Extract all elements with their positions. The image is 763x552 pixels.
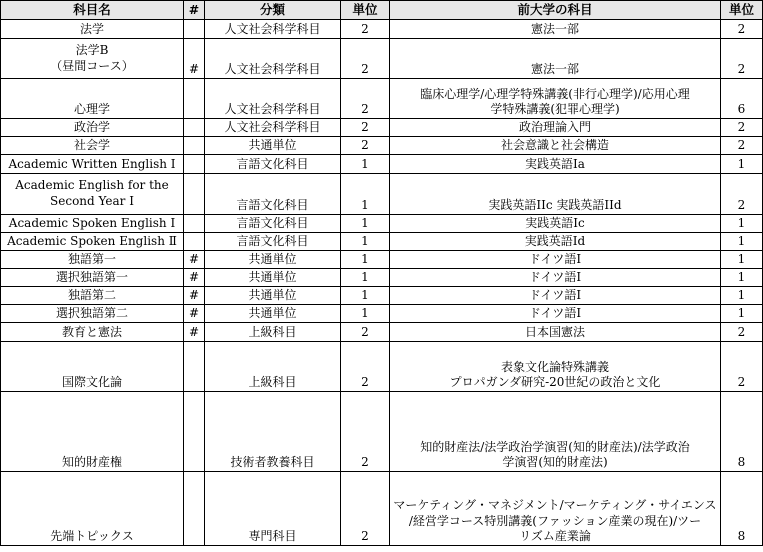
subject-cell: 心理学 — [1, 79, 184, 119]
table-row — [1, 215, 763, 233]
mark-cell — [184, 79, 205, 119]
credits-cell: 2 — [341, 342, 390, 392]
category-cell: 言語文化科目 — [205, 174, 341, 215]
subject-cell: 選択独語第一 — [1, 269, 184, 287]
prev-subject-cell: マーケティング・マネジメント/マーケティング・サイエンス /経営学コース特別講義(ファッション産業の現在)/ツー リズム産業論 — [390, 472, 721, 546]
mark-cell — [184, 137, 205, 155]
table-row — [1, 251, 763, 269]
prev-subject-cell: 社会意識と社会構造 — [390, 137, 721, 155]
prev-subject-cell: 政治理論入門 — [390, 119, 721, 137]
prev-credits-cell: 2 — [721, 174, 763, 215]
credits-cell: 1 — [341, 215, 390, 233]
mark-cell — [184, 233, 205, 251]
header-prev-subject: 前大学の科目 — [390, 1, 721, 20]
prev-credits-cell: 2 — [721, 137, 763, 155]
prev-credits-cell: 2 — [721, 20, 763, 39]
credits-cell: 1 — [341, 305, 390, 323]
category-cell: 上級科目 — [205, 323, 341, 342]
prev-subject-cell: ドイツ語I — [390, 287, 721, 305]
category-cell: 人文社会科学科目 — [205, 119, 341, 137]
mark-cell — [184, 155, 205, 174]
category-cell: 人文社会科学科目 — [205, 39, 341, 79]
subject-cell: 法学 — [1, 20, 184, 39]
credits-cell: 2 — [341, 39, 390, 79]
header-mark: # — [184, 1, 205, 20]
category-cell: 専門科目 — [205, 472, 341, 546]
prev-subject-cell: ドイツ語I — [390, 305, 721, 323]
subject-cell: Academic English for the Second Year I — [1, 174, 184, 215]
table-row — [1, 79, 763, 119]
credits-cell: 1 — [341, 287, 390, 305]
credits-cell: 2 — [341, 137, 390, 155]
header-row — [1, 1, 763, 20]
header-category: 分類 — [205, 1, 341, 20]
credits-cell: 2 — [341, 472, 390, 546]
mark-cell: # — [184, 323, 205, 342]
subject-cell: Academic Written English Ⅰ — [1, 155, 184, 174]
mark-cell: # — [184, 287, 205, 305]
subject-cell: 国際文化論 — [1, 342, 184, 392]
table-row — [1, 392, 763, 472]
prev-subject-cell: 実践英語Id — [390, 233, 721, 251]
subject-cell: 社会学 — [1, 137, 184, 155]
prev-credits-cell: 6 — [721, 79, 763, 119]
header-subject: 科目名 — [1, 1, 184, 20]
credits-cell: 1 — [341, 233, 390, 251]
prev-subject-cell: 憲法一部 — [390, 20, 721, 39]
prev-credits-cell: 2 — [721, 323, 763, 342]
prev-credits-cell: 2 — [721, 342, 763, 392]
header-prev-credits: 単位 — [721, 1, 763, 20]
credits-cell: 2 — [341, 323, 390, 342]
prev-credits-cell: 1 — [721, 287, 763, 305]
prev-credits-cell: 2 — [721, 119, 763, 137]
credits-cell: 2 — [341, 79, 390, 119]
credits-cell: 1 — [341, 251, 390, 269]
mark-cell — [184, 392, 205, 472]
subject-cell: 選択独語第二 — [1, 305, 184, 323]
category-cell: 上級科目 — [205, 342, 341, 392]
mark-cell: # — [184, 305, 205, 323]
category-cell: 共通単位 — [205, 269, 341, 287]
prev-credits-cell: 1 — [721, 155, 763, 174]
category-cell: 言語文化科目 — [205, 215, 341, 233]
subject-cell: Academic Spoken English Ⅱ — [1, 233, 184, 251]
prev-subject-cell: 憲法一部 — [390, 39, 721, 79]
subject-cell: Academic Spoken English Ⅰ — [1, 215, 184, 233]
header-credits: 単位 — [341, 1, 390, 20]
credits-cell: 2 — [341, 392, 390, 472]
category-cell: 共通単位 — [205, 251, 341, 269]
category-cell: 言語文化科目 — [205, 155, 341, 174]
mark-cell — [184, 20, 205, 39]
table-row — [1, 472, 763, 546]
prev-subject-cell: 実践英語Ia — [390, 155, 721, 174]
category-cell: 共通単位 — [205, 305, 341, 323]
prev-credits-cell: 1 — [721, 269, 763, 287]
prev-credits-cell: 2 — [721, 39, 763, 79]
prev-subject-cell: 臨床心理学/心理学特殊講義(非行心理学)/応用心理 学特殊講義(犯罪心理学) — [390, 79, 721, 119]
prev-subject-cell: 日本国憲法 — [390, 323, 721, 342]
credits-cell: 1 — [341, 155, 390, 174]
subject-cell: 独語第二 — [1, 287, 184, 305]
mark-cell: # — [184, 251, 205, 269]
category-cell: 共通単位 — [205, 137, 341, 155]
category-cell: 共通単位 — [205, 287, 341, 305]
subject-cell: 政治学 — [1, 119, 184, 137]
table-row — [1, 20, 763, 39]
table-row — [1, 305, 763, 323]
table-row — [1, 233, 763, 251]
credits-cell: 1 — [341, 174, 390, 215]
subject-cell: 独語第一 — [1, 251, 184, 269]
table-row — [1, 287, 763, 305]
table-row — [1, 323, 763, 342]
subject-cell: 教育と憲法 — [1, 323, 184, 342]
prev-credits-cell: 1 — [721, 305, 763, 323]
prev-subject-cell: 表象文化論特殊講義 プロパガンダ研究-20世紀の政治と文化 — [390, 342, 721, 392]
mark-cell: # — [184, 269, 205, 287]
category-cell: 言語文化科目 — [205, 233, 341, 251]
prev-credits-cell: 8 — [721, 472, 763, 546]
table-row — [1, 155, 763, 174]
prev-credits-cell: 1 — [721, 215, 763, 233]
table-row — [1, 119, 763, 137]
credits-cell: 2 — [341, 20, 390, 39]
prev-subject-cell: 実践英語IIc 実践英語IId — [390, 174, 721, 215]
table-row — [1, 174, 763, 215]
prev-credits-cell: 8 — [721, 392, 763, 472]
prev-credits-cell: 1 — [721, 251, 763, 269]
subject-cell: 先端トピックス — [1, 472, 184, 546]
subject-cell: 法学B （昼間コース） — [1, 39, 184, 79]
prev-subject-cell: ドイツ語I — [390, 269, 721, 287]
table-row — [1, 137, 763, 155]
table-row — [1, 39, 763, 79]
mark-cell: # — [184, 39, 205, 79]
category-cell: 人文社会科学科目 — [205, 20, 341, 39]
prev-subject-cell: 知的財産法/法学政治学演習(知的財産法)/法学政治 学演習(知的財産法) — [390, 392, 721, 472]
mark-cell — [184, 174, 205, 215]
table-row — [1, 342, 763, 392]
subject-cell: 知的財産権 — [1, 392, 184, 472]
prev-credits-cell: 1 — [721, 233, 763, 251]
credits-cell: 1 — [341, 269, 390, 287]
prev-subject-cell: 実践英語Ic — [390, 215, 721, 233]
prev-subject-cell: ドイツ語I — [390, 251, 721, 269]
mark-cell — [184, 472, 205, 546]
category-cell: 人文社会科学科目 — [205, 79, 341, 119]
table-row — [1, 269, 763, 287]
mark-cell — [184, 119, 205, 137]
mark-cell — [184, 342, 205, 392]
mark-cell — [184, 215, 205, 233]
credits-cell: 2 — [341, 119, 390, 137]
category-cell: 技術者教養科目 — [205, 392, 341, 472]
